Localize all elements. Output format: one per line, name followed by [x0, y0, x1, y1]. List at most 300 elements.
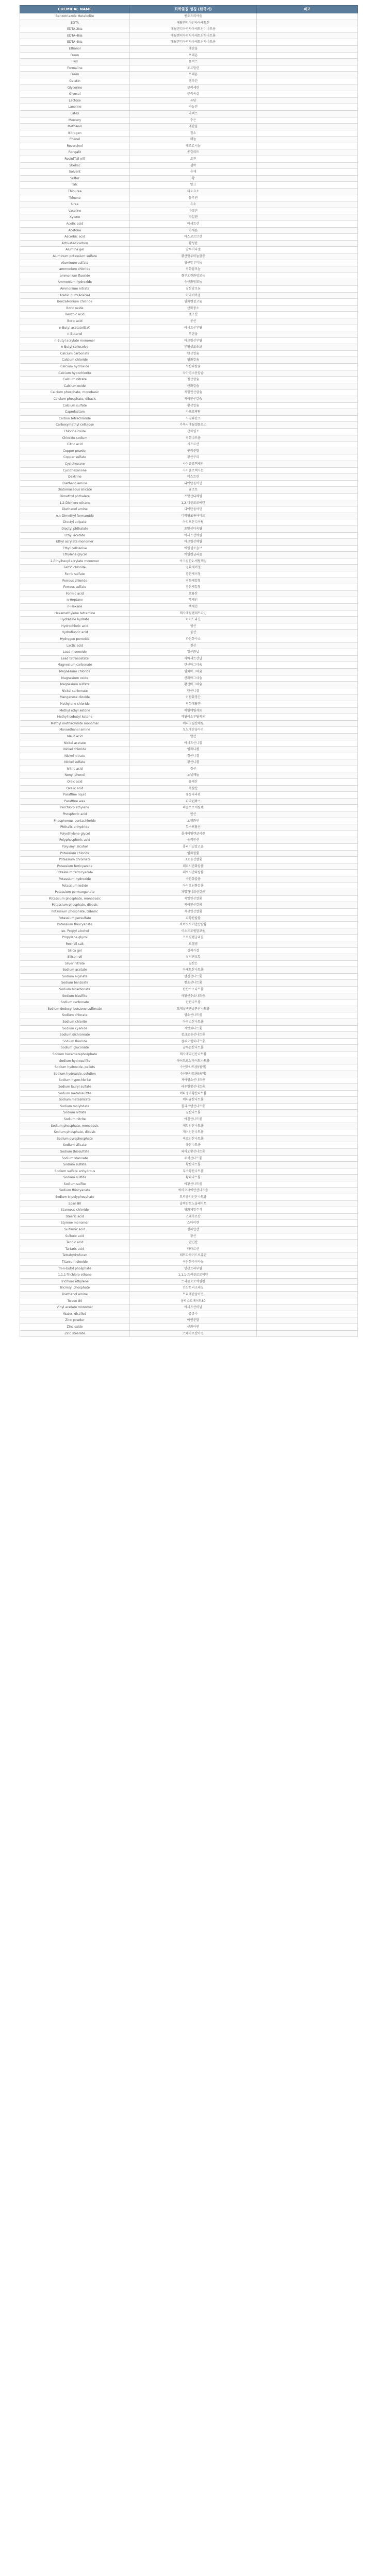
cell-korean-name: 염화제일철 — [130, 578, 257, 584]
cell-korean-name: 폴리인산 — [130, 837, 257, 844]
table-row — [20, 454, 358, 461]
cell-chemical-name: Dioctyl adipate — [20, 519, 130, 526]
cell-remarks — [257, 383, 358, 389]
cell-korean-name: 황산 — [130, 1233, 257, 1240]
cell-remarks — [257, 285, 358, 292]
cell-remarks — [257, 39, 358, 46]
cell-korean-name: 메타크릴산메틸 — [130, 720, 257, 727]
cell-chemical-name: Flux — [20, 59, 130, 65]
table-row — [20, 130, 358, 137]
table-header — [20, 6, 358, 13]
cell-remarks — [257, 467, 358, 474]
table-row — [20, 78, 358, 84]
cell-korean-name: 하이드라진 — [130, 617, 257, 623]
cell-chemical-name: Potassium iodide — [20, 883, 130, 889]
cell-chemical-name: Perchloro ethylene — [20, 805, 130, 811]
cell-korean-name: 파라핀왁스 — [130, 798, 257, 805]
cell-remarks — [257, 1181, 358, 1188]
cell-korean-name: 플럭스 — [130, 59, 257, 65]
cell-chemical-name: Sodium tripolyphosphate — [20, 1194, 130, 1201]
cell-korean-name: 롱갈리트 — [130, 149, 257, 156]
cell-chemical-name: Phosphorous pentachloride — [20, 818, 130, 824]
cell-korean-name: 로셀염 — [130, 941, 257, 947]
cell-korean-name: 페놀 — [130, 137, 257, 143]
cell-remarks — [257, 1188, 358, 1194]
cell-chemical-name: ammonium chloride — [20, 266, 130, 273]
table-row — [20, 1317, 358, 1324]
cell-remarks — [257, 539, 358, 546]
cell-remarks — [257, 1207, 358, 1214]
table-row — [20, 1285, 358, 1292]
cell-remarks — [257, 137, 358, 143]
cell-remarks — [257, 45, 358, 52]
cell-remarks — [257, 292, 358, 299]
cell-chemical-name: 2-Ethylhexyl acrylate monomer — [20, 558, 130, 565]
table-row — [20, 312, 358, 318]
cell-korean-name: 붕산 — [130, 318, 257, 325]
cell-korean-name: 황산나트륨 — [130, 1162, 257, 1168]
cell-korean-name: 황산칼슘 — [130, 402, 257, 409]
cell-korean-name: 수산화나트륨(용액) — [130, 1071, 257, 1077]
table-row — [20, 617, 358, 623]
cell-remarks — [257, 234, 358, 241]
cell-chemical-name: Arabic gum(Acacia) — [20, 292, 130, 299]
cell-remarks — [257, 91, 358, 98]
cell-chemical-name: Ferric chloride — [20, 565, 130, 571]
cell-chemical-name: Diethanolamine — [20, 480, 130, 487]
cell-korean-name: 톨루엔 — [130, 195, 257, 201]
cell-chemical-name: 1,1,1-Trichloro ethane — [20, 1272, 130, 1279]
table-row — [20, 1291, 358, 1298]
cell-remarks — [257, 389, 358, 396]
table-row — [20, 1175, 358, 1181]
cell-chemical-name: Nickel acetate — [20, 740, 130, 747]
cell-chemical-name: Sulfuric acid — [20, 1233, 130, 1240]
table-row — [20, 467, 358, 474]
cell-korean-name: 1,2-디클로로에탄 — [130, 500, 257, 506]
cell-remarks — [257, 785, 358, 792]
cell-remarks — [257, 753, 358, 759]
cell-korean-name: 과황산칼륨 — [130, 915, 257, 922]
cell-chemical-name: Toluene — [20, 195, 130, 201]
cell-korean-name: 로진 — [130, 156, 257, 163]
table-row — [20, 993, 358, 999]
table-row — [20, 279, 358, 286]
cell-chemical-name: 1,2-Dichloro ethane — [20, 500, 130, 506]
table-row — [20, 189, 358, 195]
table-row — [20, 682, 358, 688]
table-row — [20, 740, 358, 747]
table-row — [20, 811, 358, 818]
cell-korean-name: 과망가니즈산칼륨 — [130, 889, 257, 896]
cell-remarks — [257, 312, 358, 318]
cell-remarks — [257, 1123, 358, 1129]
table-row — [20, 798, 358, 805]
cell-korean-name: 프탈산디메틸 — [130, 493, 257, 500]
cell-remarks — [257, 331, 358, 338]
cell-chemical-name: Polyphosphoric acid — [20, 837, 130, 844]
table-row — [20, 947, 358, 954]
cell-korean-name: 에틸렌디아민사아세트산사나트륨 — [130, 32, 257, 39]
cell-korean-name: 아세트산에틸 — [130, 532, 257, 539]
cell-remarks — [257, 513, 358, 519]
cell-remarks — [257, 1071, 358, 1077]
cell-remarks — [257, 1317, 358, 1324]
cell-chemical-name: Methyl ethyl ketone — [20, 707, 130, 714]
cell-korean-name: 디메틸포름아미드 — [130, 513, 257, 519]
cell-remarks — [257, 590, 358, 597]
cell-remarks — [257, 584, 358, 591]
table-row — [20, 104, 358, 111]
cell-korean-name: 프레온 — [130, 52, 257, 59]
cell-chemical-name: Hydrazine hydrate — [20, 617, 130, 623]
cell-remarks — [257, 1259, 358, 1266]
cell-chemical-name: Caprolactam — [20, 409, 130, 416]
cell-korean-name: 디에탄올아민 — [130, 506, 257, 513]
table-row — [20, 285, 358, 292]
table-row — [20, 1103, 358, 1110]
cell-remarks — [257, 1168, 358, 1175]
table-row — [20, 91, 358, 98]
cell-chemical-name: Calcium hypochlorite — [20, 370, 130, 377]
cell-chemical-name: Benzoic acid — [20, 312, 130, 318]
cell-korean-name: 황산제일철 — [130, 584, 257, 591]
cell-chemical-name: Sodium silicate — [20, 1142, 130, 1149]
cell-chemical-name: Sodium lauryl sulfate — [20, 1083, 130, 1090]
cell-korean-name: 젤라틴 — [130, 78, 257, 84]
table-row — [20, 902, 358, 909]
cell-remarks — [257, 1064, 358, 1071]
cell-chemical-name: Calcium chloride — [20, 357, 130, 364]
cell-remarks — [257, 1006, 358, 1012]
cell-remarks — [257, 578, 358, 584]
table-row — [20, 1077, 358, 1084]
cell-korean-name: 테트라하이드로퓨란 — [130, 1252, 257, 1259]
cell-remarks — [257, 1252, 358, 1259]
table-row — [20, 318, 358, 325]
table-row — [20, 1233, 358, 1240]
cell-korean-name: 아스코르브산 — [130, 234, 257, 241]
cell-chemical-name: Potassium phosphate, dibasic — [20, 902, 130, 909]
cell-chemical-name: Ethylene glycol — [20, 552, 130, 558]
table-row — [20, 124, 358, 130]
cell-korean-name: 부틸셀로솔브 — [130, 344, 257, 351]
table-row — [20, 597, 358, 604]
cell-remarks — [257, 1330, 358, 1337]
table-row — [20, 973, 358, 980]
cell-chemical-name: EDTA-4Na — [20, 32, 130, 39]
cell-remarks — [257, 694, 358, 701]
cell-remarks — [257, 506, 358, 513]
cell-remarks — [257, 908, 358, 915]
cell-chemical-name: Vinyl acetate monomer — [20, 1304, 130, 1311]
table-row — [20, 1083, 358, 1090]
cell-chemical-name: Magnesium sulfate — [20, 682, 130, 688]
cell-remarks — [257, 850, 358, 857]
table-row — [20, 604, 358, 611]
cell-korean-name: 설파민산 — [130, 1227, 257, 1233]
cell-chemical-name: Benzotriazole Metabolite — [20, 13, 130, 20]
cell-remarks — [257, 597, 358, 604]
cell-remarks — [257, 824, 358, 831]
table-row — [20, 928, 358, 935]
cell-chemical-name: Sodium dodecyl benzene sulfonate — [20, 1006, 130, 1012]
cell-chemical-name: Benzalkonium chloride — [20, 299, 130, 306]
cell-remarks — [257, 902, 358, 909]
cell-remarks — [257, 1116, 358, 1123]
cell-chemical-name: Rochell salt — [20, 941, 130, 947]
table-row — [20, 824, 358, 831]
cell-remarks — [257, 260, 358, 266]
cell-chemical-name: Sodium cyanide — [20, 1025, 130, 1032]
table-row — [20, 779, 358, 786]
cell-remarks — [257, 1025, 358, 1032]
cell-chemical-name: Calcium hydroxide — [20, 364, 130, 370]
cell-remarks — [257, 59, 358, 65]
cell-chemical-name: Nickel chloride — [20, 747, 130, 753]
cell-chemical-name: Rosin(Tall oil) — [20, 156, 130, 163]
cell-korean-name: 일산화납 — [130, 649, 257, 656]
cell-chemical-name: Methyl methacrylate monomer — [20, 720, 130, 727]
cell-chemical-name: Ethanol — [20, 45, 130, 52]
cell-korean-name: 아이오딘화칼륨 — [130, 883, 257, 889]
cell-remarks — [257, 1291, 358, 1298]
cell-chemical-name: Ammonium nitrate — [20, 285, 130, 292]
cell-chemical-name: Potassium ferricyanide — [20, 863, 130, 870]
cell-chemical-name: n-Heptane — [20, 597, 130, 604]
cell-korean-name: 제일인산칼슘 — [130, 389, 257, 396]
table-row — [20, 137, 358, 143]
cell-chemical-name: Ethyl cellosolve — [20, 545, 130, 552]
table-row — [20, 1278, 358, 1285]
cell-remarks — [257, 337, 358, 344]
cell-remarks — [257, 831, 358, 837]
cell-remarks — [257, 370, 358, 377]
table-row — [20, 350, 358, 357]
cell-chemical-name: Sulfamic acid — [20, 1227, 130, 1233]
table-row — [20, 578, 358, 584]
table-row — [20, 1006, 358, 1012]
cell-korean-name: 레조르시놀 — [130, 143, 257, 149]
cell-remarks — [257, 182, 358, 189]
table-row — [20, 610, 358, 617]
cell-remarks — [257, 571, 358, 578]
cell-chemical-name: Glyoxal — [20, 91, 130, 98]
cell-remarks — [257, 344, 358, 351]
cell-chemical-name: Glycerine — [20, 84, 130, 91]
cell-korean-name: 질산칼슘 — [130, 377, 257, 383]
cell-korean-name: 에탄올 — [130, 45, 257, 52]
cell-chemical-name: Sodium phosphate, dibasic — [20, 1129, 130, 1136]
cell-remarks — [257, 1324, 358, 1330]
cell-chemical-name: EDTA-4Na — [20, 39, 130, 46]
cell-korean-name: 헥사메타인산나트륨 — [130, 1052, 257, 1058]
cell-chemical-name: Shellac — [20, 162, 130, 169]
table-row — [20, 831, 358, 837]
table-row — [20, 863, 358, 870]
table-row — [20, 292, 358, 299]
cell-chemical-name: Ferrous chloride — [20, 578, 130, 584]
cell-korean-name: 황산알루미늄 — [130, 260, 257, 266]
cell-chemical-name: Ferrous sulfate — [20, 584, 130, 591]
cell-remarks — [257, 409, 358, 416]
table-row — [20, 1265, 358, 1272]
cell-remarks — [257, 435, 358, 442]
cell-korean-name: 이산화망간 — [130, 694, 257, 701]
table-row — [20, 1071, 358, 1077]
table-row — [20, 169, 358, 176]
cell-chemical-name: Potassium phosphate, tribasic — [20, 908, 130, 915]
table-row — [20, 552, 358, 558]
cell-korean-name: 바셀린 — [130, 208, 257, 214]
cell-chemical-name: Sodium dichromate — [20, 1032, 130, 1039]
cell-chemical-name: Xylene — [20, 214, 130, 221]
cell-korean-name: 모노에탄올아민 — [130, 727, 257, 734]
table-row — [20, 474, 358, 481]
header-remarks: 비고 — [257, 6, 358, 13]
cell-korean-name: 셸락 — [130, 162, 257, 169]
cell-korean-name: 탄산나트륨 — [130, 999, 257, 1006]
cell-korean-name: 아황산나트륨 — [130, 1181, 257, 1188]
cell-chemical-name: Lead monoxide — [20, 649, 130, 656]
table-row — [20, 766, 358, 772]
cell-korean-name: 페리시안화칼륨 — [130, 863, 257, 870]
cell-korean-name: 주석산나트륨 — [130, 1155, 257, 1162]
cell-korean-name: 염화칼륨 — [130, 850, 257, 857]
table-row — [20, 234, 358, 241]
table-row — [20, 805, 358, 811]
cell-chemical-name: Polyvinyl alcohol — [20, 844, 130, 851]
cell-remarks — [257, 928, 358, 935]
cell-remarks — [257, 915, 358, 922]
cell-remarks — [257, 558, 358, 565]
cell-korean-name: 탄산니켈 — [130, 688, 257, 694]
table-row — [20, 357, 358, 364]
cell-chemical-name: Calcium nitrate — [20, 377, 130, 383]
cell-korean-name: 에틸렌디아민사아세트산 — [130, 20, 257, 26]
cell-remarks — [257, 201, 358, 208]
cell-korean-name: 피로인산나트륨 — [130, 1136, 257, 1142]
table-row — [20, 915, 358, 922]
cell-chemical-name: Freon — [20, 52, 130, 59]
cell-chemical-name: Ethyl acetate — [20, 532, 130, 539]
table-row — [20, 1155, 358, 1162]
cell-korean-name: 트리클로로에틸렌 — [130, 1278, 257, 1285]
cell-remarks — [257, 857, 358, 863]
table-row — [20, 1207, 358, 1214]
cell-remarks — [257, 1246, 358, 1252]
cell-remarks — [257, 662, 358, 669]
cell-remarks — [257, 273, 358, 279]
table-row — [20, 565, 358, 571]
cell-korean-name: 프탈산디옥틸 — [130, 526, 257, 532]
cell-chemical-name: Magnesium carbonate — [20, 662, 130, 669]
cell-korean-name: 탄산수소나트륨 — [130, 987, 257, 993]
cell-korean-name: 탈크 — [130, 182, 257, 189]
cell-remarks — [257, 941, 358, 947]
cell-chemical-name: Diethanol amine — [20, 506, 130, 513]
table-row — [20, 480, 358, 487]
cell-chemical-name: Latex — [20, 110, 130, 117]
table-row — [20, 727, 358, 734]
cell-korean-name: 황 — [130, 175, 257, 182]
table-row — [20, 688, 358, 694]
cell-remarks — [257, 78, 358, 84]
table-row — [20, 707, 358, 714]
cell-chemical-name: Titanium dioxide — [20, 1259, 130, 1266]
cell-korean-name: 아황산수소나트륨 — [130, 993, 257, 999]
cell-chemical-name: Calcium oxide — [20, 383, 130, 389]
cell-chemical-name: Sodium benzoate — [20, 980, 130, 987]
table-row — [20, 636, 358, 643]
cell-korean-name: 스타이렌 — [130, 1220, 257, 1227]
cell-remarks — [257, 649, 358, 656]
table-row — [20, 513, 358, 519]
table-row — [20, 65, 358, 72]
cell-korean-name: 질산암모늄 — [130, 285, 257, 292]
cell-chemical-name: Dextrine — [20, 474, 130, 481]
cell-chemical-name: Potassium chloride — [20, 850, 130, 857]
cell-chemical-name: Nickel carbonate — [20, 688, 130, 694]
cell-remarks — [257, 429, 358, 435]
cell-remarks — [257, 1103, 358, 1110]
cell-korean-name: 라우릴황산나트륨 — [130, 1083, 257, 1090]
table-row — [20, 747, 358, 753]
cell-chemical-name: Copper powder — [20, 448, 130, 454]
table-row — [20, 370, 358, 377]
cell-korean-name: 도데실벤젠술폰산나트륨 — [130, 1006, 257, 1012]
cell-chemical-name: Manganese dioxide — [20, 694, 130, 701]
cell-chemical-name: Dioctyl phthalate — [20, 526, 130, 532]
table-row — [20, 954, 358, 961]
cell-chemical-name: Tri-n-butyl phosphate — [20, 1265, 130, 1272]
cell-korean-name: 아크릴산부틸 — [130, 337, 257, 344]
cell-korean-name: 사이클로헥세인 — [130, 461, 257, 467]
cell-remarks — [257, 999, 358, 1006]
table-row — [20, 493, 358, 500]
cell-korean-name: 트리폴리인산나트륨 — [130, 1194, 257, 1201]
cell-chemical-name: Silicon oil — [20, 954, 130, 961]
cell-chemical-name: Sodium stannate — [20, 1155, 130, 1162]
cell-korean-name: 황산마그네슘 — [130, 682, 257, 688]
table-row — [20, 247, 358, 253]
table-row — [20, 117, 358, 124]
table-row — [20, 409, 358, 416]
cell-korean-name: 황화나트륨 — [130, 1175, 257, 1181]
cell-korean-name: 인산 — [130, 811, 257, 818]
cell-korean-name: 염화칼슘 — [130, 357, 257, 364]
header-chemical-name: CHEMICAL NAME — [20, 6, 130, 13]
cell-chemical-name: Hydrogen peroxide — [20, 636, 130, 643]
cell-chemical-name: Solvent — [20, 169, 130, 176]
cell-korean-name: 메틸이소부틸케톤 — [130, 714, 257, 721]
cell-chemical-name: Rongalit — [20, 149, 130, 156]
cell-chemical-name: Lanoline — [20, 104, 130, 111]
cell-chemical-name: Span 80 — [20, 1200, 130, 1207]
table-row — [20, 52, 358, 59]
cell-korean-name: 싸이오사이안산나트륨 — [130, 1188, 257, 1194]
cell-chemical-name: Polyethylene glycol — [20, 831, 130, 837]
cell-chemical-name: Aluminum sulfate — [20, 260, 130, 266]
table-row — [20, 325, 358, 331]
cell-remarks — [257, 1227, 358, 1233]
cell-remarks — [257, 636, 358, 643]
table-row — [20, 792, 358, 799]
cell-chemical-name: Monoethanol amine — [20, 727, 130, 734]
table-row — [20, 273, 358, 279]
table-row — [20, 623, 358, 630]
cell-chemical-name: Tween 80 — [20, 1298, 130, 1304]
